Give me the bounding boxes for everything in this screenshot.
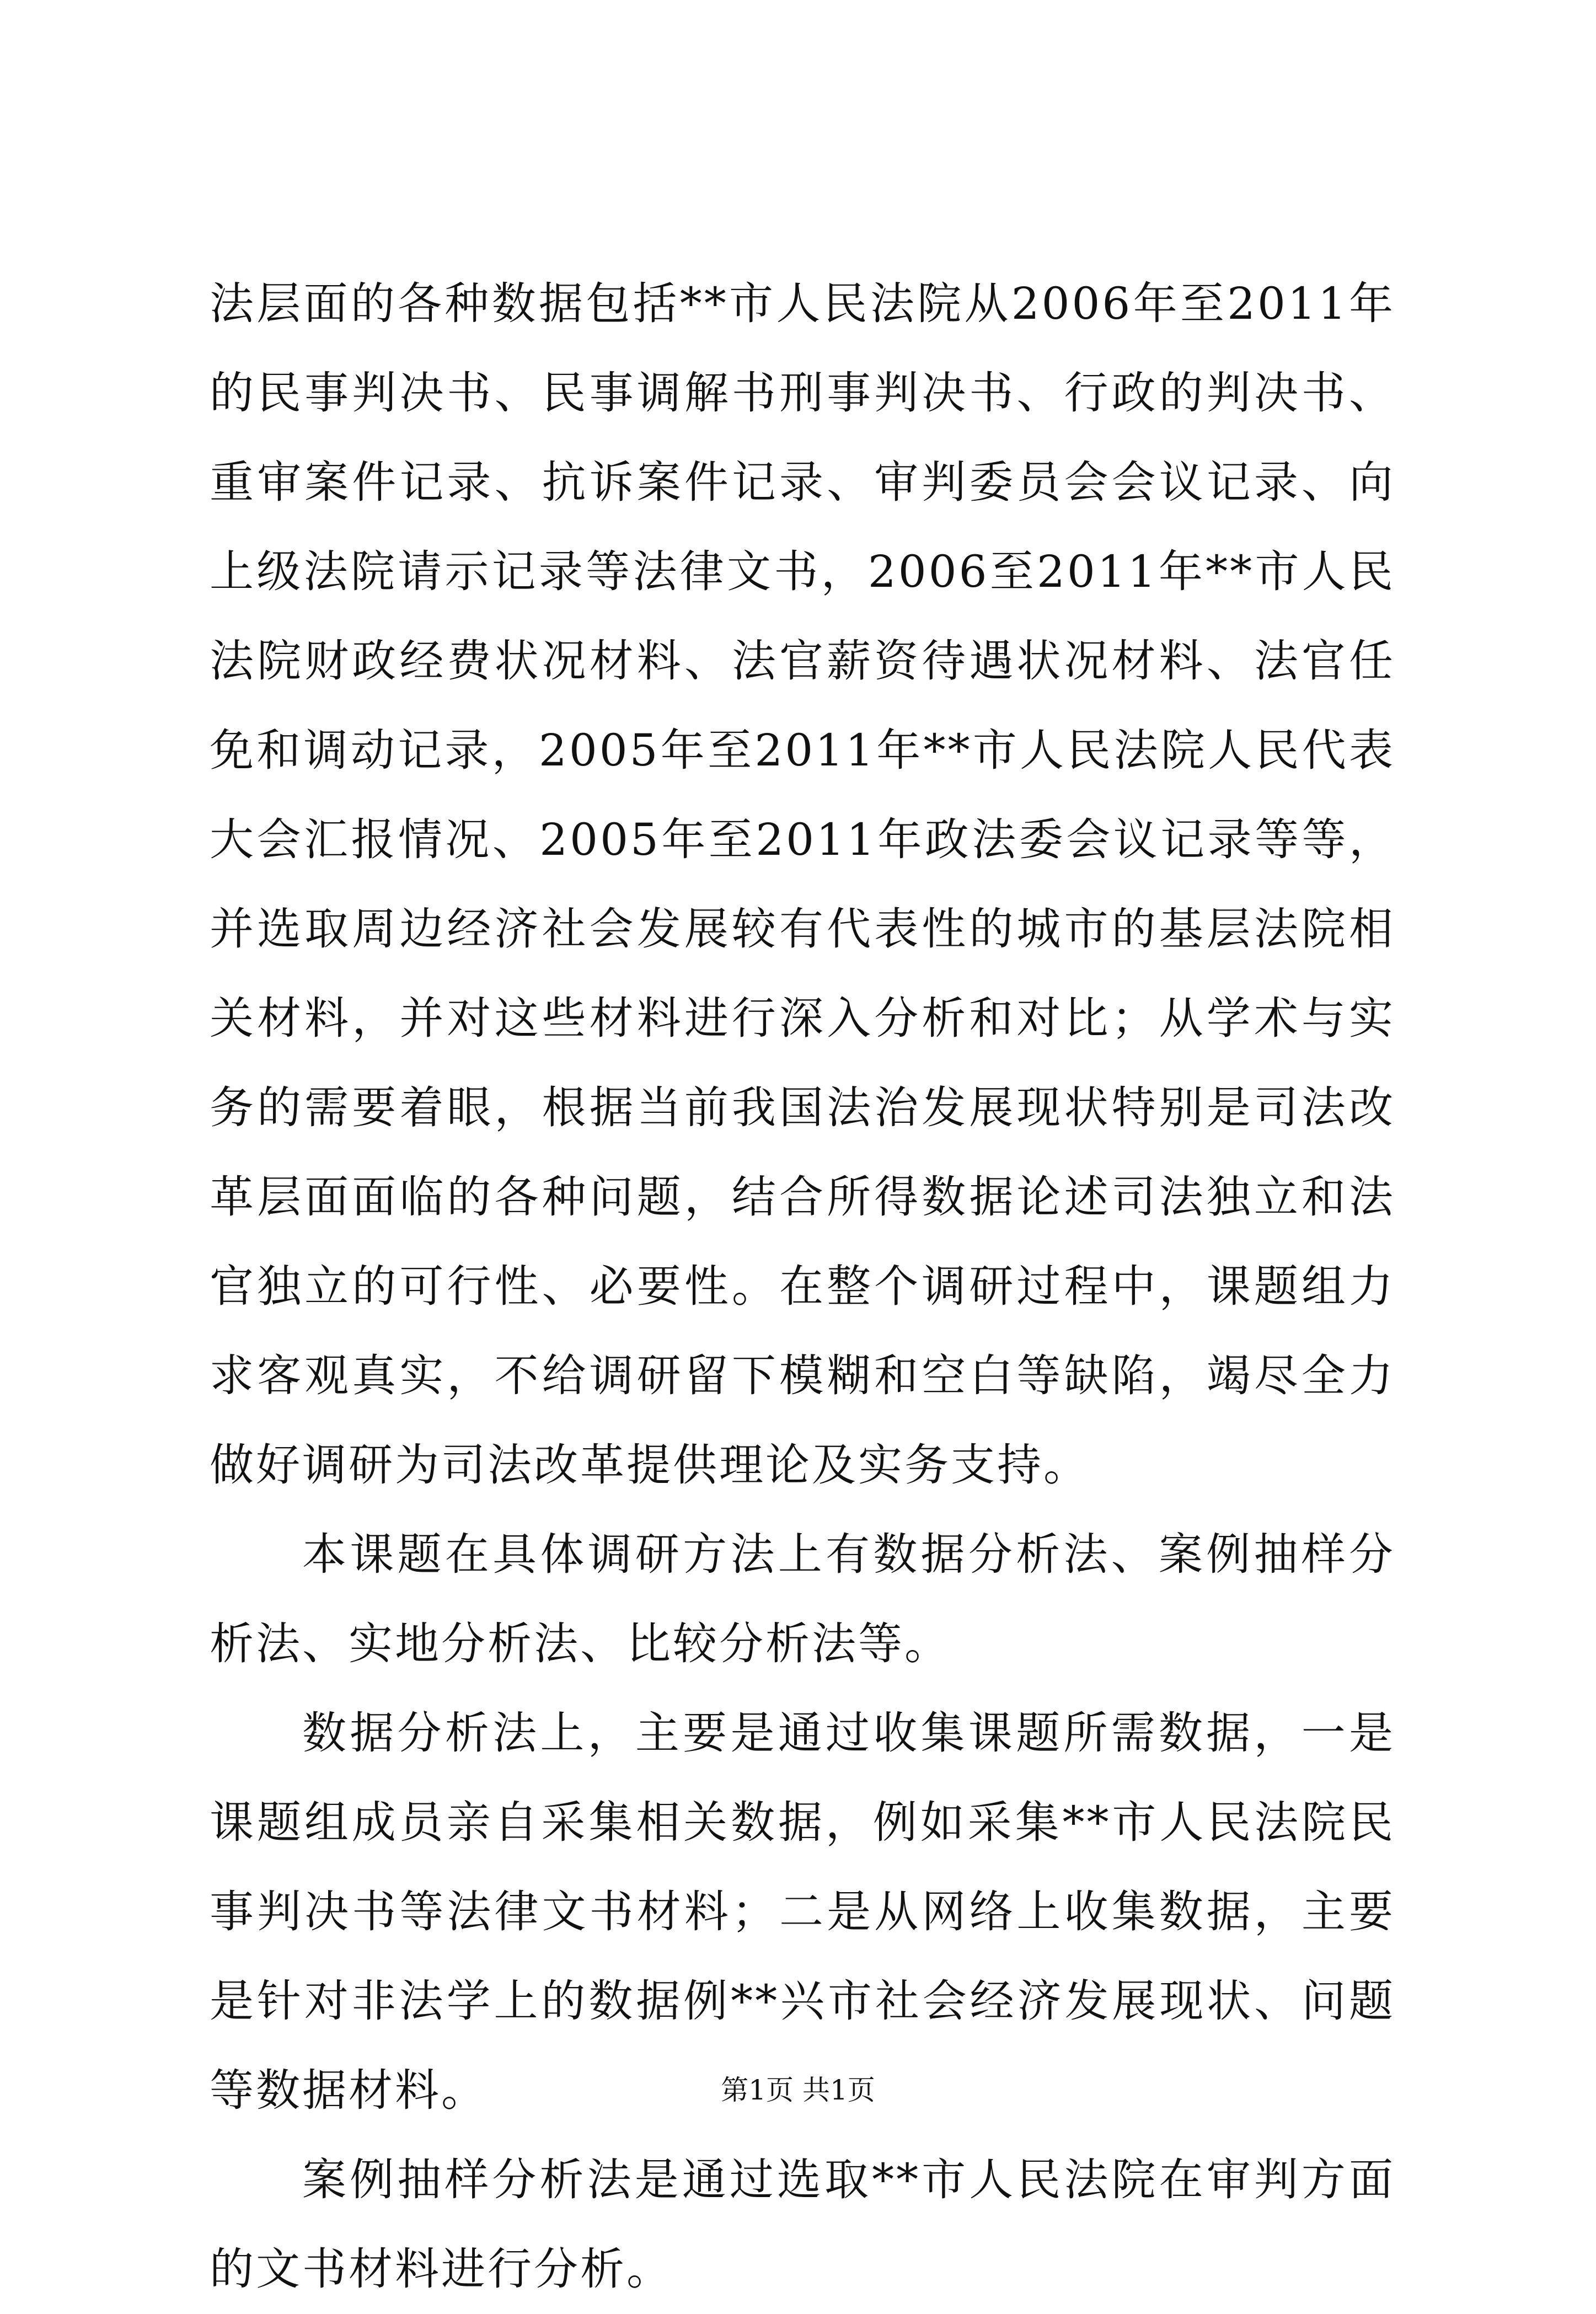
document-body [210, 259, 1395, 2314]
paragraph-continuation: 法层面的各种数据包括**市人民法院从2006年至2011年的民事判决书、民事调解书刑事判决书、行政的判决书、重审案件记录、抗诉案件记录、审判委员会会议记录、向上级法院请示记录等法律文书，2006至2011年**市人民法院财政经费状况材料、法官薪资待遇状况材料、法官任免和调动记录，2005年至2011年**市人民法院人民代表大会汇报情况、2005年至2011年政法委会议记录等等，并选取周边经济社会发展较有代表性的城市的基层法院相关材料，并对这些材料进行深入分析和对比；从学术与实务的需要着眼，根据当前我国法治发展现状特别是司法改革层面面临的各种问题，结合所得数据论述司法独立和法官独立的可行性、必要性。在整个调研过程中，课题组力求客观真实，不给调研留下模糊和空白等缺陷，竭尽全力做好调研为司法改革提供理论及实务支持。 [210, 278, 1395, 1491]
paragraph-data-analysis: 数据分析法上，主要是通过收集课题所需数据，一是课题组成员亲自采集相关数据，例如采集**市人民法院民事判决书等法律文书材料；二是从网络上收集数据，主要是针对非法学上的数据例**兴市社会经济发展现状、问题等数据材料。 [210, 1707, 1395, 2116]
paragraph-case-sampling: 案例抽样分析法是通过选取**市人民法院在审判方面的文书材料进行分析。 [210, 2154, 1395, 2295]
page-number-footer: 第1页 共1页 [721, 2074, 875, 2106]
paragraph-research-methods: 本课题在具体调研方法上有数据分析法、案例抽样分析法、实地分析法、比较分析法等。 [210, 1529, 1395, 1669]
